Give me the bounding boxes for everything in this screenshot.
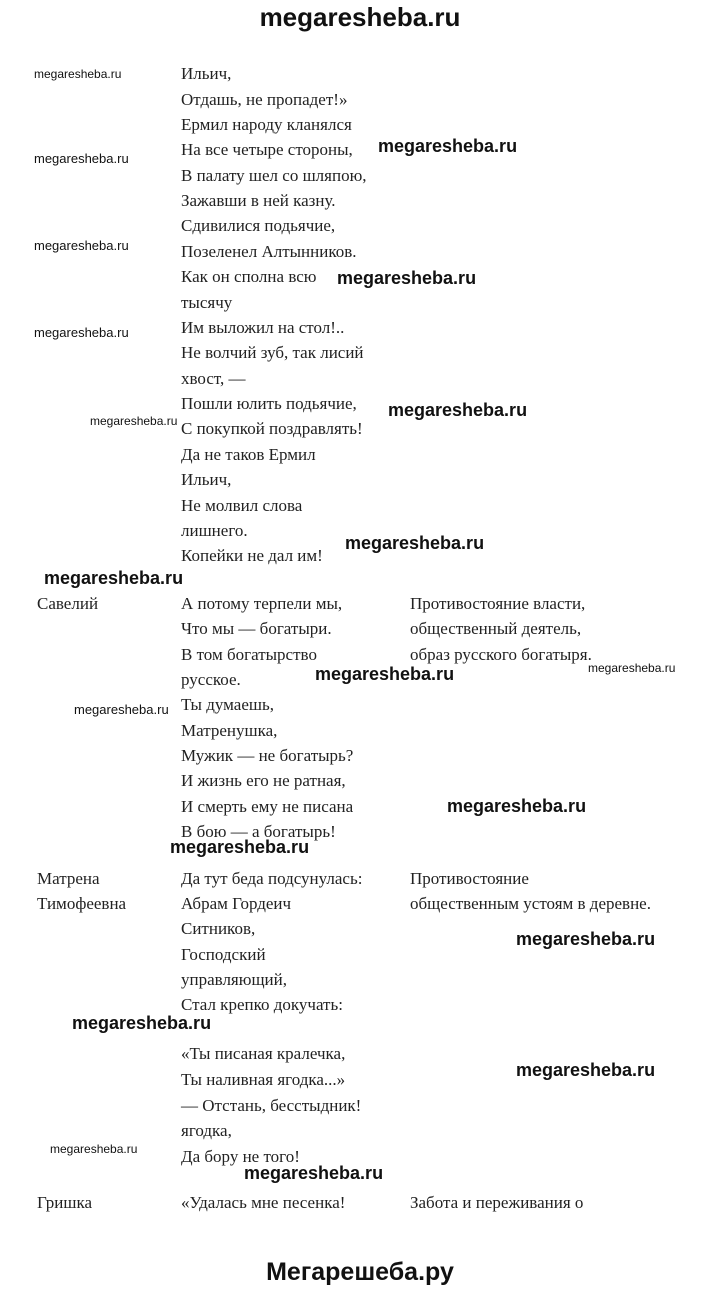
verse-line: Ильич,: [181, 64, 232, 83]
quote-line: Мужик — не богатырь?: [181, 746, 354, 765]
watermark: megaresheba.ru: [34, 325, 129, 340]
watermark: megaresheba.ru: [345, 533, 485, 553]
verse-line: тысячу: [181, 293, 233, 312]
verse-line: Зажавши в ней казну.: [181, 191, 336, 210]
trait-line: общественным устоям в деревне.: [410, 894, 651, 913]
watermark: megaresheba.ru: [34, 67, 122, 81]
verse-line: Отдашь, не пропадет!»: [181, 90, 348, 109]
quote-line: Ты думаешь,: [181, 695, 274, 714]
quote-line: Да тут беда подсунулась:: [181, 869, 363, 888]
watermark: megaresheba.ru: [337, 268, 477, 288]
verse-line: Им выложил на стол!..: [181, 318, 345, 337]
trait-line: общественный деятель,: [410, 619, 582, 638]
quote-line: русское.: [181, 670, 241, 689]
character-name: Савелий: [37, 594, 99, 613]
trait-line: образ русского богатыря.: [410, 645, 592, 664]
quote-line: И жизнь его не ратная,: [181, 771, 346, 790]
quote-line: — Отстань, бесстыдник!: [181, 1096, 362, 1115]
quote-line: управляющий,: [181, 970, 287, 989]
site-footer: Мегарешеба.ру: [266, 1258, 454, 1286]
quote-line: Ситников,: [181, 919, 256, 938]
verse-line: В палату шел со шляпою,: [181, 166, 367, 185]
quote-line: В бою — а богатырь!: [181, 822, 336, 841]
watermark: megaresheba.ru: [588, 661, 676, 675]
watermark: megaresheba.ru: [378, 136, 518, 156]
character-name: Тимофеевна: [37, 894, 127, 913]
quote-line: Абрам Гордеич: [181, 894, 292, 913]
verse-line: Сдивилися подьячие,: [181, 216, 336, 235]
quote-line: Господский: [181, 945, 266, 964]
watermark: megaresheba.ru: [315, 664, 455, 684]
watermark: megaresheba.ru: [74, 702, 169, 717]
trait-line: Противостояние: [410, 869, 529, 888]
site-header: megaresheba.ru: [259, 2, 461, 32]
watermark: megaresheba.ru: [44, 568, 184, 588]
quote-line: А потому терпели мы,: [181, 594, 343, 613]
quote-line: Ты наливная ягодка...»: [181, 1070, 346, 1089]
verse-line: Как он сполна всю: [181, 267, 317, 286]
quote-line: И смерть ему не писана: [181, 797, 354, 816]
quote-line: Матренушка,: [181, 721, 278, 740]
verse-line: Копейки не дал им!: [181, 546, 323, 565]
trait-line: Противостояние власти,: [410, 594, 586, 613]
watermark: megaresheba.ru: [244, 1163, 384, 1183]
watermark: megaresheba.ru: [388, 400, 528, 420]
character-name: Гришка: [37, 1193, 92, 1212]
verse-line: Позеленел Алтынников.: [181, 242, 357, 261]
watermark: megaresheba.ru: [34, 151, 129, 166]
watermark: megaresheba.ru: [50, 1142, 138, 1156]
quote-line: ягодка,: [181, 1121, 232, 1140]
quote-line: В том богатырство: [181, 645, 317, 664]
watermark: megaresheba.ru: [72, 1013, 212, 1033]
watermark: megaresheba.ru: [90, 414, 178, 428]
verse-line: С покупкой поздравлять!: [181, 419, 363, 438]
verse-line: лишнего.: [181, 521, 248, 540]
quote-line: «Удалась мне песенка!: [181, 1193, 346, 1212]
watermark: megaresheba.ru: [34, 238, 129, 253]
verse-line: Ермил народу кланялся: [181, 115, 352, 134]
watermark: megaresheba.ru: [170, 837, 310, 857]
verse-line: Пошли юлить подьячие,: [181, 394, 357, 413]
watermark: megaresheba.ru: [447, 796, 587, 816]
watermark: megaresheba.ru: [516, 1060, 656, 1080]
verse-line: Ильич,: [181, 470, 232, 489]
quote-line: «Ты писаная кралечка,: [181, 1044, 346, 1063]
quote-line: Что мы — богатыри.: [181, 619, 332, 638]
quote-line: Стал крепко докучать:: [181, 995, 343, 1014]
trait-line: Забота и переживания о: [410, 1193, 584, 1212]
watermark: megaresheba.ru: [516, 929, 656, 949]
verse-line: На все четыре стороны,: [181, 140, 353, 159]
verse-line: Не волчий зуб, так лисий: [181, 343, 364, 362]
quote-line: Да бору не того!: [181, 1147, 300, 1166]
verse-line: Не молвил слова: [181, 496, 303, 515]
character-name: Матрена: [37, 869, 100, 888]
verse-line: хвост, —: [181, 369, 246, 388]
verse-line: Да не таков Ермил: [181, 445, 316, 464]
